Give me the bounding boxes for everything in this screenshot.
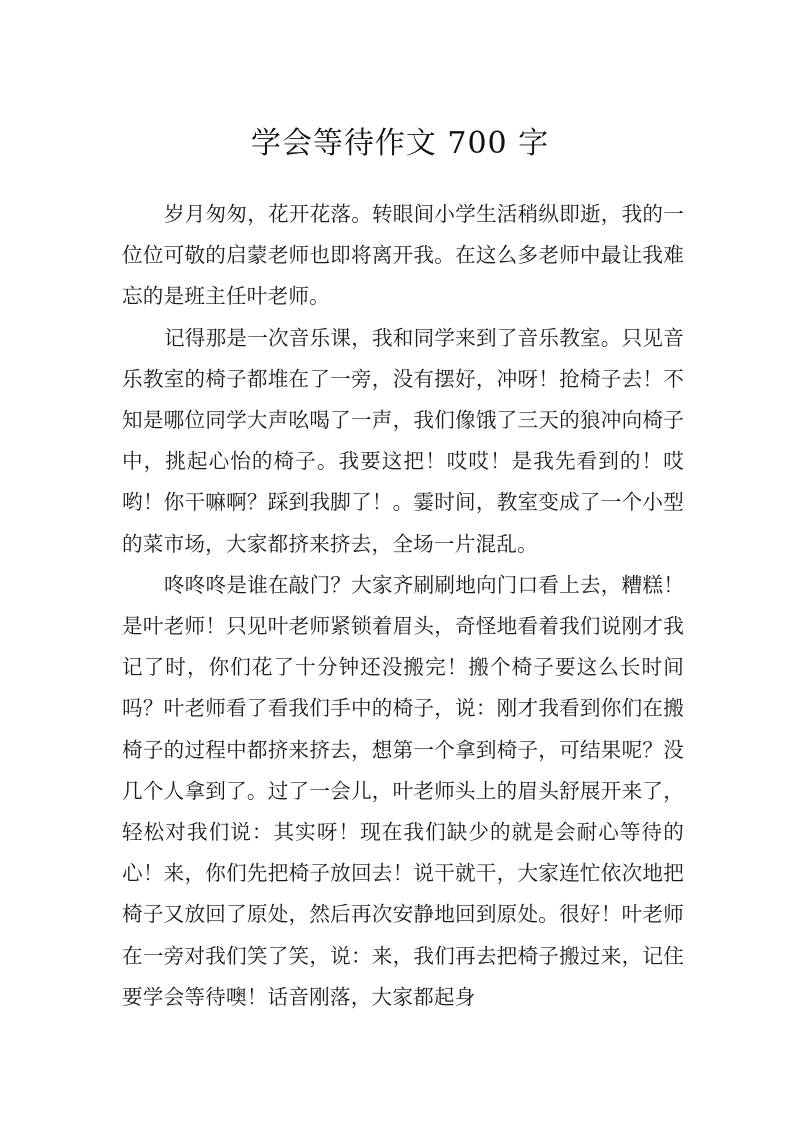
- page-title: 学会等待作文 700 字: [250, 126, 550, 161]
- paragraph-3: 咚咚咚是谁在敲门？大家齐刷刷地向门口看上去，糟糕！是叶老师！只见叶老师紧锁着眉头，奇怪地看着我们说刚才我记了时，你们花了十分钟还没搬完！搬个椅子要这么长时间吗？叶老师看了看我们手中的椅子，说：刚才我看到你们在搬椅子的过程中都挤来挤去，想第一个拿到椅子，可结果呢？没几个人拿到了。过了一会儿，叶老师头上的眉头舒展开来了，轻松对我们说：其实呀！现在我们缺少的就是会耐心等待的心！来，你们先把椅子放回去！说干就干，大家连忙依次地把椅子又放回了原处，然后再次安静地回到原处。很好！叶老师在一旁对我们笑了笑，说：来，我们再去把椅子搬过来，记住要学会等待噢！话音刚落，大家都起身: [122, 572, 684, 1009]
- essay-body: [122, 194, 684, 1018]
- paragraph-1: 岁月匆匆，花开花落。转眼间小学生活稍纵即逝，我的一位位可敬的启蒙老师也即将离开我。在这么多老师中最让我难忘的是班主任叶老师。: [122, 202, 684, 309]
- paragraph-2: 记得那是一次音乐课，我和同学来到了音乐教室。只见音乐教室的椅子都堆在了一旁，没有摆好，冲呀！抢椅子去！不知是哪位同学大声吆喝了一声，我们像饿了三天的狼冲向椅子中，挑起心怡的椅子。我要这把！哎哎！是我先看到的！哎哟！你干嘛啊？踩到我脚了！。霎时间，教室变成了一个小型的菜市场，大家都挤来挤去，全场一片混乱。: [122, 325, 684, 556]
